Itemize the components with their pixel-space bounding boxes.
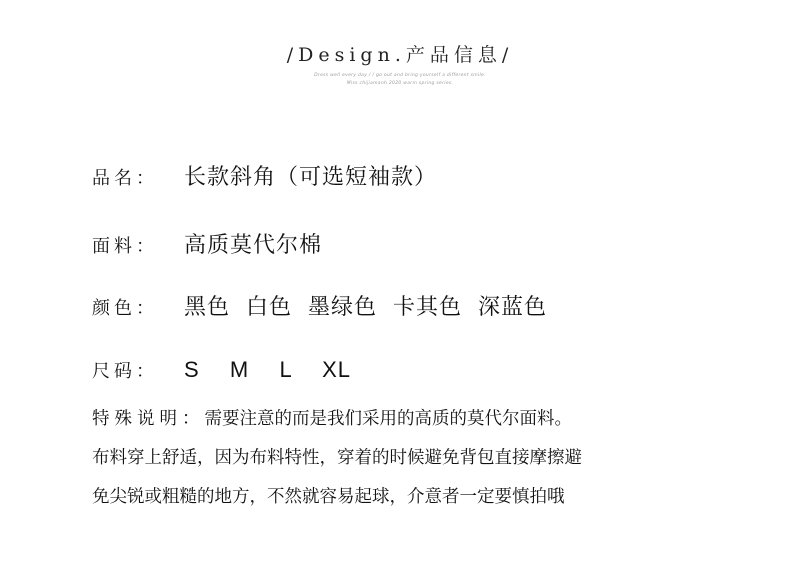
spec-label-color: 颜色： [92, 298, 158, 319]
spec-value-fabric: 高质莫代尔棉 [184, 233, 323, 258]
spec-label-size: 尺码： [92, 361, 158, 382]
spec-row-size [92, 357, 351, 383]
special-note-line-3: 免尖锐或粗糙的地方，不然就容易起球，介意者一定要慎拍哦 [92, 487, 565, 507]
special-note-line-1 [92, 400, 732, 439]
spec-label-fabric: 面料： [92, 236, 158, 257]
spec-label-name: 品名： [92, 168, 158, 189]
spec-value-color: 黑色 白色 墨绿色 卡其色 深蓝色 [184, 295, 547, 320]
spec-row-color [92, 290, 547, 321]
special-note [92, 400, 732, 517]
spec-row-name [92, 160, 437, 191]
spec-value-size: S M L XL [184, 357, 352, 382]
spec-value-name: 长款斜角（可选短袖款） [184, 165, 438, 190]
page-header [0, 40, 800, 88]
spec-row-fabric [92, 228, 322, 259]
header-tagline: Dress well every day / / go out and bring yourself a different smile. [314, 73, 486, 78]
header-series: Miss chijiamanh 2020 warm spring series. [346, 81, 454, 86]
special-note-text-1: 需要注意的而是我们采用的高质的莫代尔面料。 [204, 409, 572, 429]
special-note-label: 特殊说明： [92, 409, 205, 429]
page-title: /Design.产品信息/ [286, 44, 514, 66]
special-note-line-2: 布料穿上舒适，因为布料特性，穿着的时候避免背包直接摩擦避 [92, 448, 582, 468]
